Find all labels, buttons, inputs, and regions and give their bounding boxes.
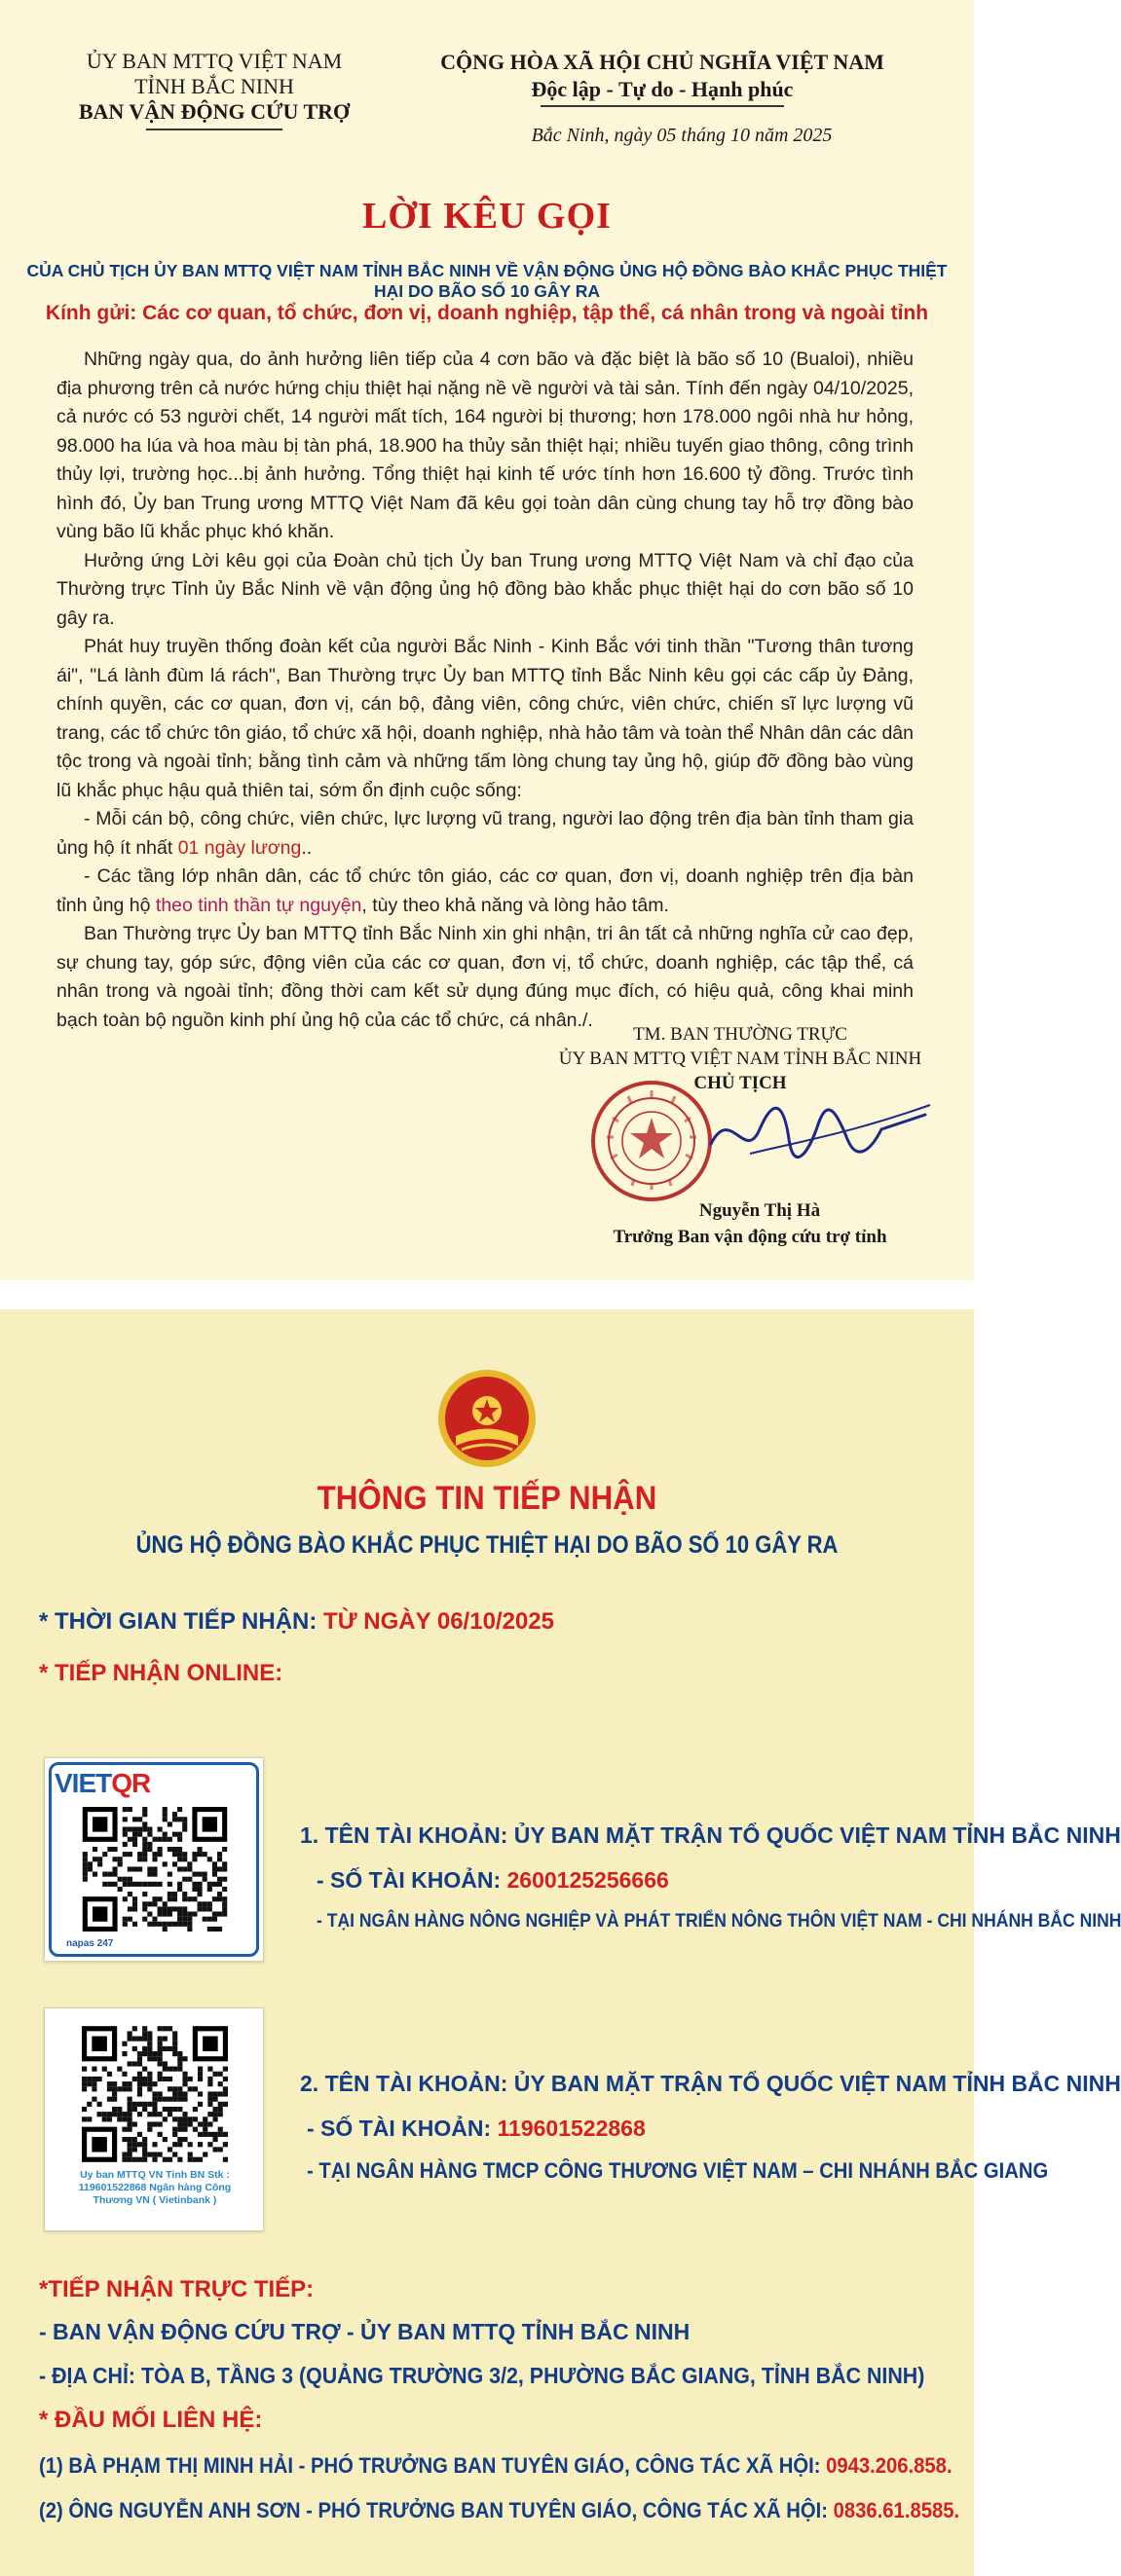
motto-rule <box>541 105 784 107</box>
letter-subtitle: CỦA CHỦ TỊCH ỦY BAN MTTQ VIỆT NAM TỈNH BẮC NINH VỀ VẬN ĐỘNG ỦNG HỘ ĐỒNG BÀO KHẮC PHỤC THIỆT HẠI DO BÃO SỐ 10 GÂY RA <box>26 261 948 301</box>
online-label: * TIẾP NHẬN ONLINE: <box>39 1660 283 1686</box>
national-title: CỘNG HÒA XÃ HỘI CHỦ NGHĨA VIỆT NAM <box>440 50 884 74</box>
qr-code-icon[interactable] <box>82 2026 228 2162</box>
salutation: Kính gửi: Các cơ quan, tổ chức, đơn vị, doanh nghiệp, tập thể, cá nhân trong và ngoài tỉnh <box>45 302 929 324</box>
contact-1 <box>39 2453 953 2479</box>
issuer-line-2: TỈNH BẮC NINH <box>134 74 294 98</box>
header-rule <box>146 129 282 130</box>
letter-body <box>56 346 914 1035</box>
receipt-time-label: * THỜI GIAN TIẾP NHẬN: <box>39 1608 324 1635</box>
sign-line-1: TM. BAN THƯỜNG TRỰC <box>633 1024 847 1045</box>
account-1-bank: - TẠI NGÂN HÀNG NÔNG NGHIỆP VÀ PHÁT TRIỂN NÔNG THÔN VIỆT NAM - CHI NHÁNH BẮC NINH <box>317 1910 1121 1932</box>
bullet-1-end: .. <box>301 836 313 859</box>
contact-1-phone[interactable]: 0943.206.858. <box>826 2453 953 2478</box>
account-1-number-label: - SỐ TÀI KHOẢN: <box>317 1867 507 1893</box>
vietqr-logo-b: QR <box>111 1768 151 1798</box>
handwritten-signature-icon <box>691 1086 935 1173</box>
sign-line-3: CHỦ TỊCH <box>693 1073 787 1093</box>
issuer-line-1: ỦY BAN MTTQ VIỆT NAM <box>86 49 343 73</box>
direct-line-1: - BAN VẬN ĐỘNG CỨU TRỢ - ỦY BAN MTTQ TỈNH BẮC NINH <box>39 2319 691 2344</box>
appeal-letter <box>0 0 974 1280</box>
account-2-number: 119601522868 <box>497 2116 646 2141</box>
national-header <box>399 49 925 107</box>
qr-code-icon[interactable] <box>82 1807 228 1932</box>
contact-2-phone[interactable]: 0836.61.8585. <box>833 2498 960 2522</box>
paragraph-2: Hưởng ứng Lời kêu gọi của Đoàn chủ tịch Ủy ban Trung ương MTTQ Việt Nam và chỉ đạo của Thường trực Tỉnh ủy Bắc Ninh về vận động ủng hộ đồng bào khắc phục thiệt hại do cơn bão số 10 gây ra. <box>56 549 914 629</box>
account-2-name: 2. TÊN TÀI KHOẢN: ỦY BAN MẶT TRẬN TỔ QUỐC VIỆT NAM TỈNH BẮC NINH <box>300 2071 1121 2096</box>
contact-1-text: (1) BÀ PHẠM THỊ MINH HẢI - PHÓ TRƯỞNG BAN TUYÊN GIÁO, CÔNG TÁC XÃ HỘI: <box>39 2453 827 2478</box>
signer-name: Nguyễn Thị Hà <box>698 1200 821 1221</box>
issuer-line-3: BAN VẬN ĐỘNG CỨU TRỢ <box>78 99 351 124</box>
issuer-header <box>54 49 375 130</box>
vietqr-card <box>44 1757 264 1962</box>
paragraph-3: Phát huy truyền thống đoàn kết của người Bắc Ninh - Kinh Bắc với tinh thần "Tương thân tương ái", "Lá lành đùm lá rách", Ban Thường trực Ủy ban MTTQ tỉnh Bắc Ninh kêu gọi các cấp ủy Đảng, chính quyền, các cơ quan, đơn vị, cán bộ, đảng viên, công chức, viên chức, chiến sĩ lực lượng vũ trang, các tổ chức tôn giáo, tổ chức xã hội, doanh nghiệp, nhà hảo tâm và toàn thể Nhân dân các dân tộc trong và ngoài tỉnh; bằng tình cảm và những tấm lòng chung tay ủng hộ, giúp đỡ đồng bào vùng lũ khắc phục hậu quả thiên tai, sớm ổn định cuộc sống: <box>56 636 914 801</box>
vietqr-logo <box>55 1768 150 1799</box>
paragraph-1: Những ngày qua, do ảnh hưởng liên tiếp của 4 cơn bão và đặc biệt là bão số 10 (Bualoi), nhiều địa phương trên cả nước hứng chịu thiệt hại nặng nề về người và tài sản. Tính đến ngày 04/10/2025, cả nước có 53 người chết, 14 người mất tích, 164 người bị thương; hơn 178.000 ngôi nhà hư hỏng, 98.000 ha lúa và hoa màu bị tàn phá, 18.900 ha thủy sản thiệt hại; nhiều tuyến giao thông, công trình thủy lợi, trường học...bị ảnh hưởng. Tổng thiệt hại kinh tế ước tính hơn 16.600 tỷ đồng. Trước tình hình đó, Ủy ban Trung ương MTTQ Việt Nam đã kêu gọi toàn dân cùng chung tay hỗ trợ đồng bào vùng bão lũ khắc phục khó khăn. <box>56 349 914 542</box>
contact-2-text: (2) ÔNG NGUYỄN ANH SƠN - PHÓ TRƯỞNG BAN TUYÊN GIÁO, CÔNG TÁC XÃ HỘI: <box>39 2498 834 2522</box>
qr-2-caption: Uy ban MTTQ VN Tinh BN Stk : 119601522868 Ngân hàng Công Thương VN ( Vietinbank ) <box>78 2169 232 2206</box>
national-motto: Độc lập - Tự do - Hạnh phúc <box>531 77 794 101</box>
bullet-1-highlight: 01 ngày lương <box>177 836 302 859</box>
letter-date: Bắc Ninh, ngày 05 tháng 10 năm 2025 <box>531 125 833 146</box>
bullet-2 <box>56 863 914 920</box>
poster-title: THÔNG TIN TIẾP NHẬN <box>317 1480 657 1517</box>
account-2-number-label: - SỐ TÀI KHOẢN: <box>307 2116 498 2141</box>
bullet-1-text: - Mỗi cán bộ, công chức, viên chức, lực lượng vũ trang, người lao động trên địa bàn tỉnh tham gia ủng hộ ít nhất <box>56 808 914 859</box>
bullet-1 <box>56 805 914 863</box>
contact-label: * ĐẦU MỐI LIÊN HỆ: <box>39 2407 263 2433</box>
vietinbank-qr-card <box>44 2007 264 2231</box>
receipt-time <box>39 1608 554 1636</box>
sign-line-2: ỦY BAN MTTQ VIỆT NAM TỈNH BẮC NINH <box>558 1049 922 1069</box>
account-1-name: 1. TÊN TÀI KHOẢN: ỦY BAN MẶT TRẬN TỔ QUỐC VIỆT NAM TỈNH BẮC NINH <box>300 1822 1121 1848</box>
front-emblem-icon <box>436 1368 538 1469</box>
account-1-number-line <box>317 1867 669 1894</box>
letter-title: LỜI KÊU GỌI <box>362 196 612 237</box>
bullet-2-highlight: theo tinh thần tự nguyện <box>155 894 362 916</box>
account-1-number: 2600125256666 <box>506 1867 669 1893</box>
account-2-bank: - TẠI NGÂN HÀNG TMCP CÔNG THƯƠNG VIỆT NAM – CHI NHÁNH BẮC GIANG <box>307 2158 1049 2183</box>
signer-role: Trưởng Ban vận động cứu trợ tỉnh <box>613 1227 887 1247</box>
direct-address: - ĐỊA CHỈ: TÒA B, TẦNG 3 (QUẢNG TRƯỜNG 3/2, PHƯỜNG BẮC GIANG, TỈNH BẮC NINH) <box>39 2363 925 2388</box>
bullet-2-end: , tùy theo khả năng và lòng hảo tâm. <box>361 894 669 916</box>
paragraph-4: Ban Thường trực Ủy ban MTTQ tỉnh Bắc Ninh xin ghi nhận, tri ân tất cả những nghĩa cử cao đẹp, sự chung tay, góp sức, động viên của các cơ quan, đơn vị, tổ chức, doanh nghiệp, các tập thể, cá nhân trong và ngoài tỉnh; đồng thời cam kết sử dụng đúng mục đích, có hiệu quả, công khai minh bạch toàn bộ nguồn kinh phí ủng hộ của các tổ chức, cá nhân./. <box>56 923 914 1031</box>
account-2-number-line <box>307 2116 646 2142</box>
receipt-time-value: TỪ NGÀY 06/10/2025 <box>323 1608 554 1635</box>
vietqr-logo-a: VIET <box>55 1768 112 1798</box>
bullet-2-text: - Các tầng lớp nhân dân, các tổ chức tôn giáo, các cơ quan, đơn vị, doanh nghiệp trên địa bàn tỉnh ủng hộ <box>56 865 914 916</box>
direct-label: *TIẾP NHẬN TRỰC TIẾP: <box>39 2276 315 2302</box>
napas-label: napas 247 <box>66 1938 114 1949</box>
poster-subtitle: ỦNG HỘ ĐỒNG BÀO KHẮC PHỤC THIỆT HẠI DO BÃO SỐ 10 GÂY RA <box>135 1531 839 1559</box>
contact-2 <box>39 2498 959 2523</box>
